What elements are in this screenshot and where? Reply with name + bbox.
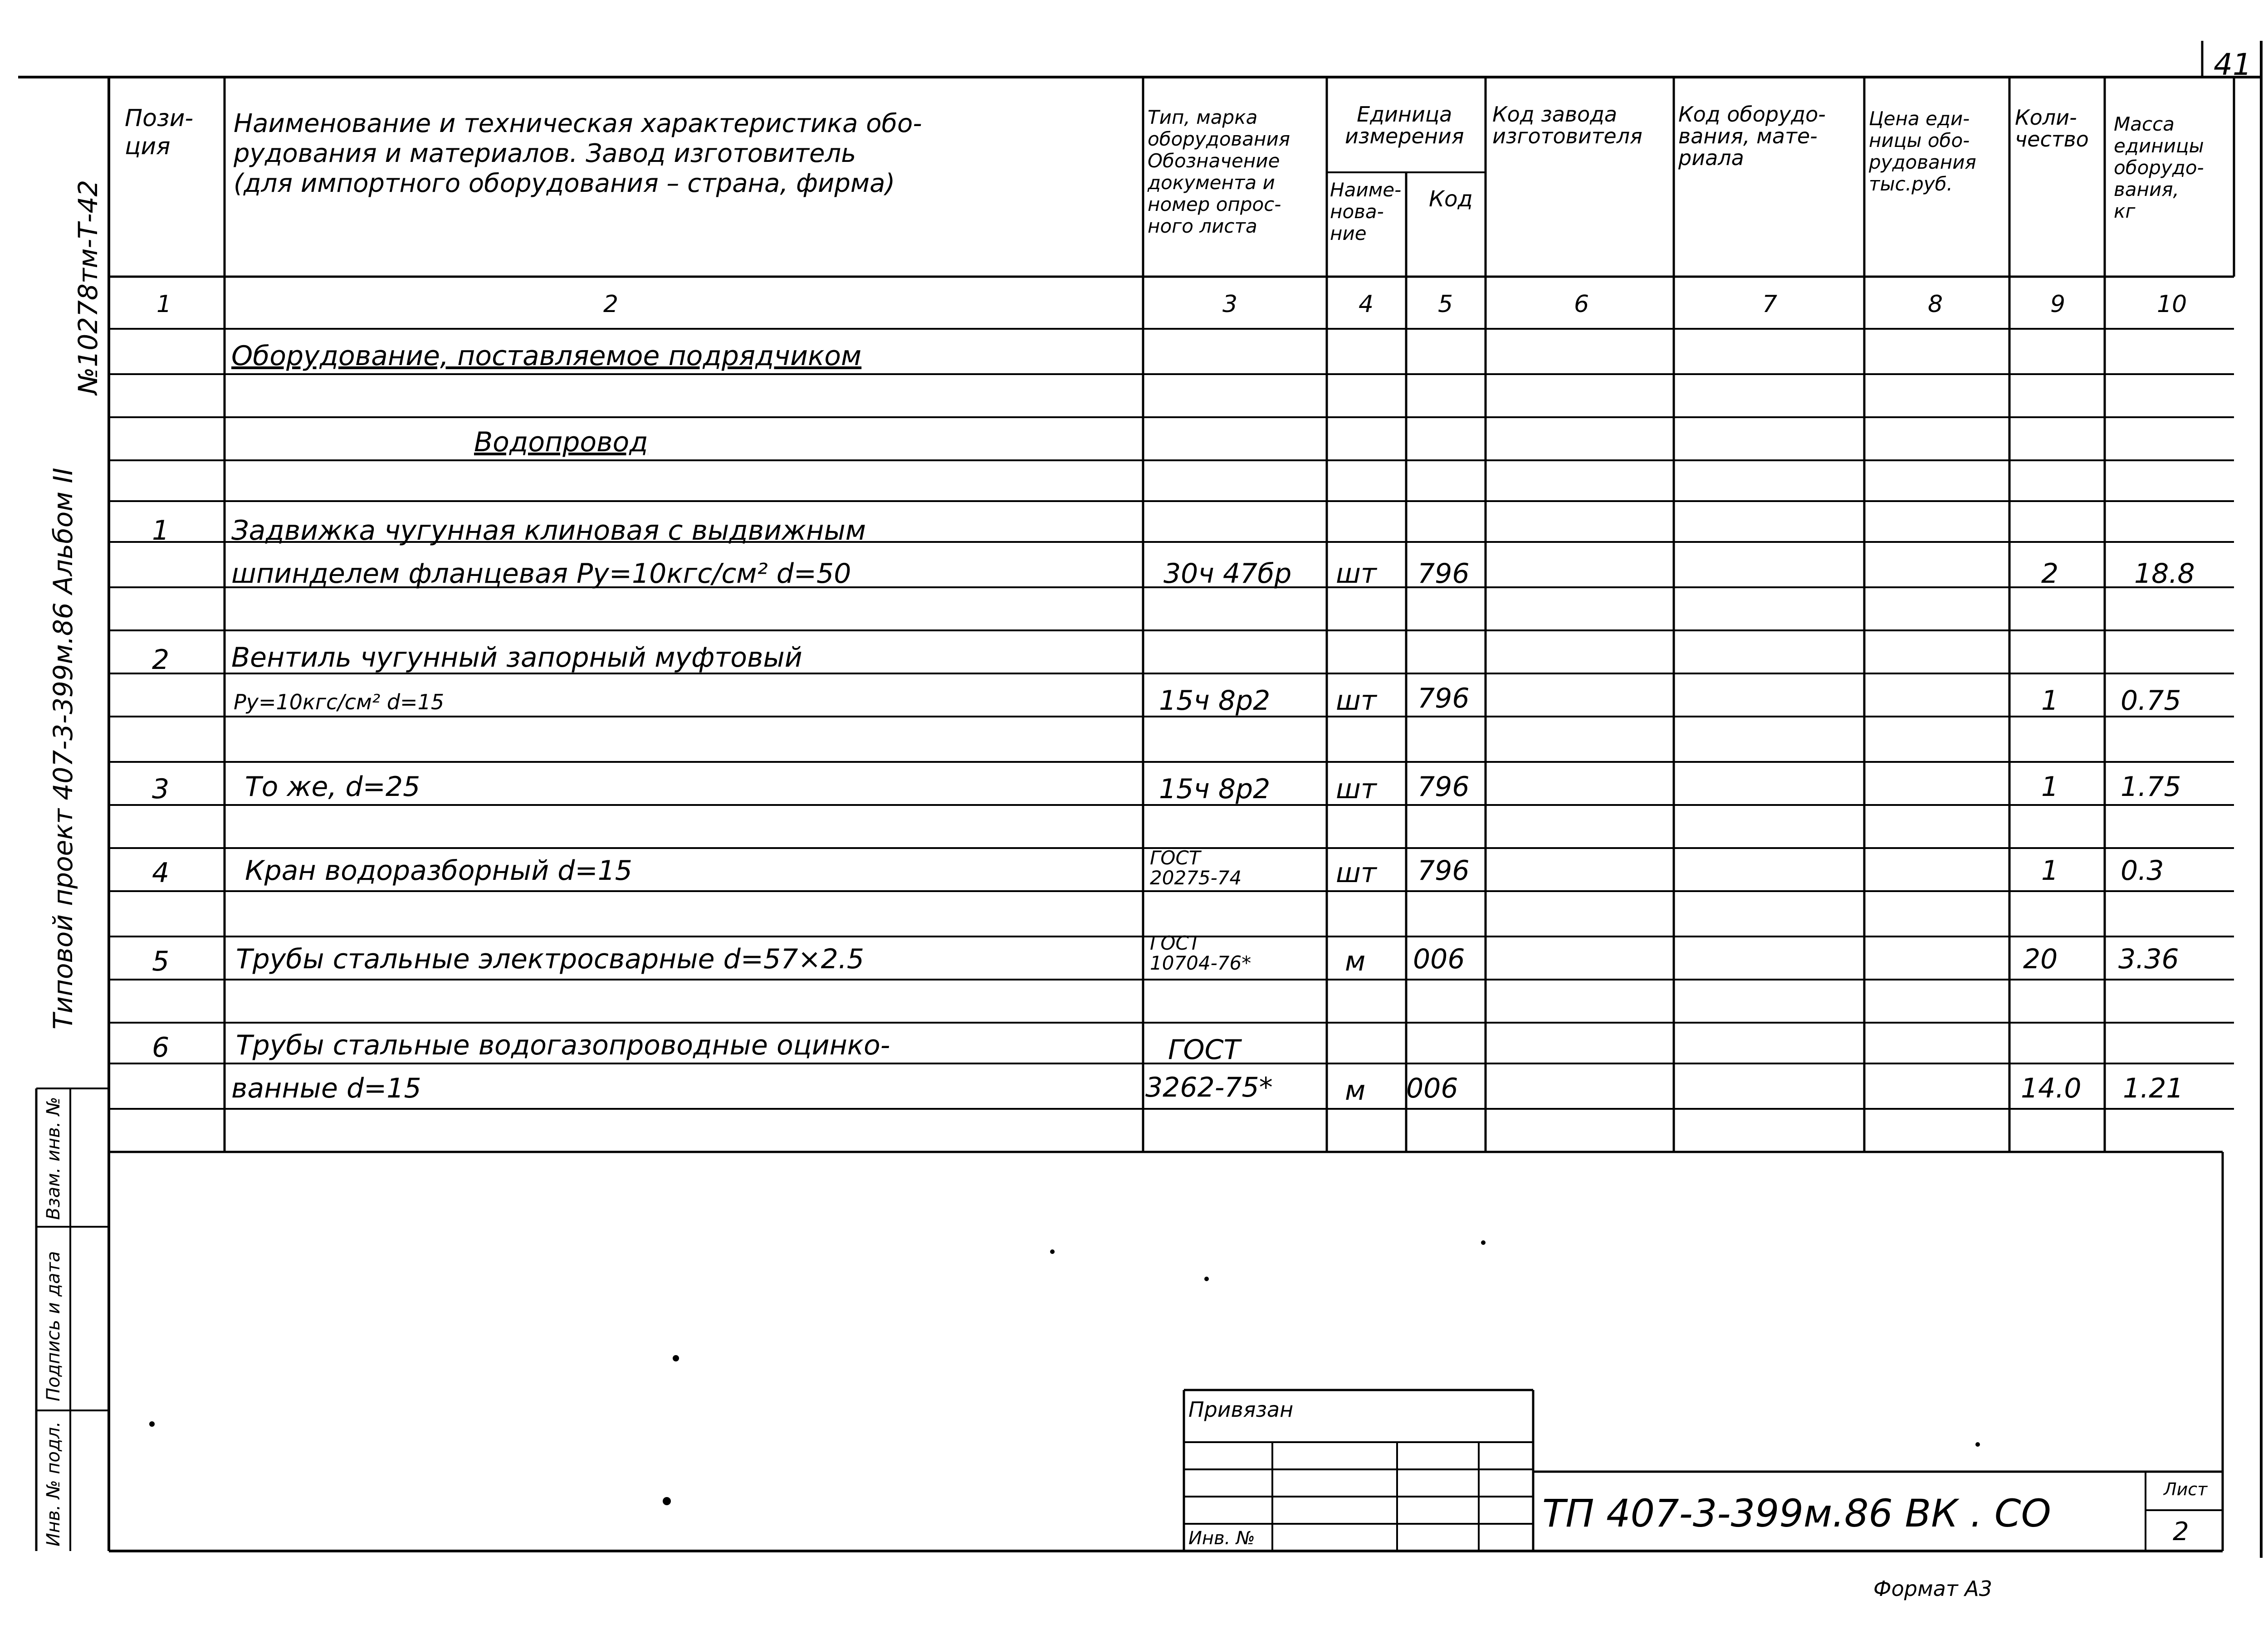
row-type: ГОСТ 20275-74	[1150, 847, 1242, 889]
row-name-cont: шпинделем фланцевая Ру=10кгс/см² d=50	[231, 558, 851, 590]
row-name: Вентиль чугунный запорный муфтовый	[231, 642, 802, 673]
side-project-label: Типовой проект 407-3-399м.86 Альбом II	[48, 468, 78, 1029]
row-name-cont: Ру=10кгс/см² d=15	[234, 690, 445, 714]
row-mass: 1.75	[2121, 771, 2181, 803]
row-unit: шт	[1336, 857, 1377, 889]
row-code: 006	[1413, 943, 1465, 975]
header-quantity: Коли- чество	[2015, 105, 2089, 151]
header-position: Пози- ция	[125, 105, 194, 160]
header-unit-name: Наиме- нова- ние	[1330, 179, 1402, 244]
row-mass: 0.3	[2121, 855, 2164, 887]
row-code: 796	[1418, 855, 1470, 887]
stamp-inv-label: Инв. №	[1188, 1528, 1255, 1549]
section-title: Оборудование, поставляемое подрядчиком	[231, 340, 862, 372]
sheet-number: 2	[2173, 1517, 2189, 1546]
col-number: 5	[1438, 291, 1453, 318]
col-number: 4	[1359, 291, 1374, 318]
row-type-cont: 3262-75*	[1145, 1072, 1273, 1103]
row-unit: м	[1345, 946, 1366, 977]
row-type: ГОСТ 10704-76*	[1150, 932, 1251, 974]
row-mass: 0.75	[2121, 685, 2181, 717]
document-code: ТП 407-3-399м.86 ВК . СО	[1542, 1491, 2051, 1536]
subsection-title: Водопровод	[474, 426, 648, 458]
stamp-signature-date: Подпись и дата	[43, 1251, 64, 1401]
row-position: 6	[152, 1032, 170, 1063]
row-type: ГОСТ	[1168, 1034, 1241, 1066]
header-unit-code: Код	[1429, 186, 1473, 212]
row-type: 30ч 47бр	[1163, 558, 1292, 590]
header-unit: Единица измерения	[1345, 102, 1464, 148]
row-code: 796	[1418, 683, 1470, 714]
header-type: Тип, марка оборудования Обозначение документа и номер опрос- ного листа	[1148, 106, 1290, 237]
row-qty: 1	[2041, 685, 2059, 717]
header-factory-code: Код завода изготовителя	[1492, 102, 1642, 148]
col-number: 9	[2050, 291, 2066, 318]
row-position: 1	[152, 515, 170, 546]
row-name: Задвижка чугунная клиновая с выдвижным	[231, 515, 866, 546]
col-number: 8	[1928, 291, 1943, 318]
row-mass: 3.36	[2118, 943, 2179, 975]
col-number: 3	[1222, 291, 1238, 318]
row-name-cont: ванные d=15	[231, 1073, 421, 1104]
row-name: Трубы стальные электросварные d=57×2.5	[236, 943, 865, 975]
row-name: Трубы стальные водогазопроводные оцинко-	[236, 1029, 890, 1061]
row-qty: 1	[2041, 855, 2059, 887]
format-label: Формат А3	[1873, 1576, 1992, 1601]
row-qty: 2	[2041, 558, 2059, 590]
col-number: 7	[1762, 291, 1778, 318]
row-unit: шт	[1336, 558, 1377, 590]
row-position: 3	[152, 773, 170, 805]
row-position: 4	[152, 857, 170, 889]
side-code-top: №10278тм-Т-42	[73, 180, 103, 395]
row-position: 5	[152, 946, 170, 977]
header-mass: Масса единицы оборудо- вания, кг	[2114, 113, 2204, 222]
row-type: 15ч 8р2	[1159, 685, 1271, 717]
row-code: 796	[1418, 771, 1470, 803]
col-number: 1	[156, 291, 172, 318]
stamp-inv-original: Инв. № подл.	[43, 1421, 64, 1546]
row-unit: шт	[1336, 685, 1377, 717]
row-unit: м	[1345, 1075, 1366, 1107]
stamp-replaced-inv: Взам. инв. №	[43, 1097, 64, 1220]
header-price: Цена еди- ницы обо- рудования тыс.руб.	[1869, 107, 1976, 195]
row-code: 006	[1406, 1073, 1458, 1104]
row-position: 2	[152, 644, 170, 676]
page-number: 41	[2214, 47, 2252, 82]
row-mass: 1.21	[2123, 1073, 2184, 1104]
row-type: 15ч 8р2	[1159, 773, 1271, 805]
row-qty: 1	[2041, 771, 2059, 803]
row-name: То же, d=25	[245, 771, 420, 803]
sheet-label: Лист	[2164, 1479, 2208, 1499]
row-unit: шт	[1336, 773, 1377, 805]
row-name: Кран водоразборный d=15	[245, 855, 632, 887]
col-number: 6	[1574, 291, 1589, 318]
col-number: 10	[2157, 291, 2187, 318]
row-qty: 20	[2023, 943, 2058, 975]
stamp-tied-label: Привязан	[1188, 1397, 1294, 1422]
row-code: 796	[1418, 558, 1470, 590]
header-equipment-code: Код оборудо- вания, мате- риала	[1678, 102, 1826, 170]
row-qty: 14.0	[2021, 1073, 2082, 1104]
header-name: Наименование и техническая характеристика обо- рудования и материалов. Завод изготовитель (для импортного оборудования – страна, фирма)	[234, 109, 922, 198]
col-number: 2	[603, 291, 619, 318]
row-mass: 18.8	[2134, 558, 2195, 590]
